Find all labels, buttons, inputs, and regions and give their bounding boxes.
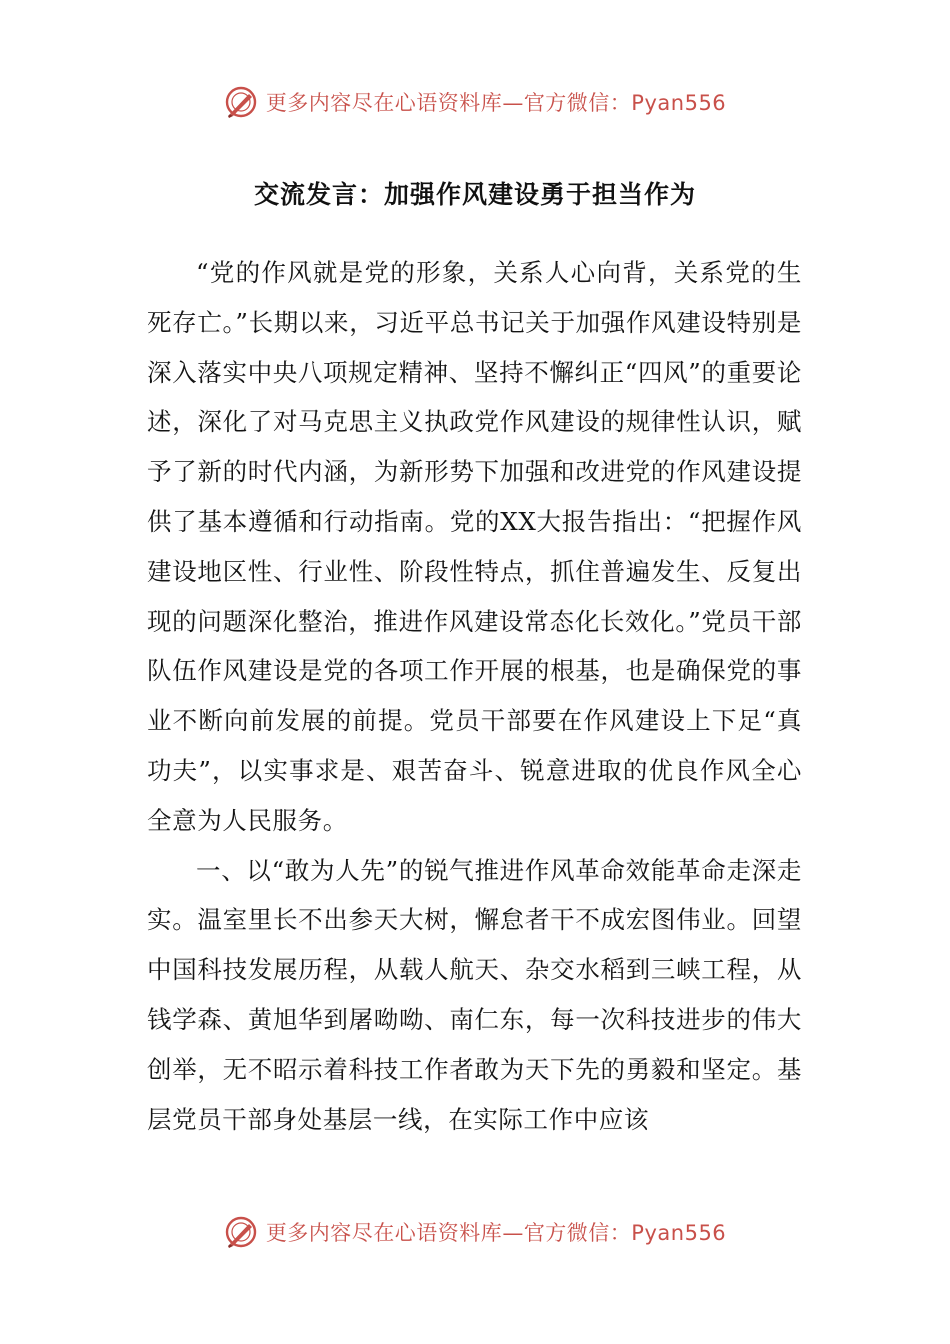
pen-circle-logo-icon [224,85,258,119]
header-banner-text [266,87,726,117]
header-banner [0,82,950,122]
document-body [147,248,802,1144]
pen-circle-logo-icon [224,1215,258,1249]
footer-site-text: 更多内容尽在心语资料库 [265,1221,503,1245]
footer-separator: — [502,1221,524,1245]
header-wechat-text: 官方微信：Pyan556 [523,91,727,115]
footer-banner [0,1212,950,1252]
footer-banner-text [266,1217,726,1247]
footer-wechat-text: 官方微信：Pyan556 [523,1221,727,1245]
document-title: 交流发言：加强作风建设勇于担当作为 [253,180,696,209]
header-site-text: 更多内容尽在心语资料库 [265,91,503,115]
paragraph-section-one: 一、以“敢为人先”的锐气推进作风革命效能革命走深走实。温室里长不出参天大树，懈怠者干不成宏图伟业。回望中国科技发展历程，从载人航天、杂交水稻到三峡工程，从钱学森、黄旭华到屠呦呦、南仁东，每一次科技进步的伟大创举，无不昭示着科技工作者敢为天下先的勇毅和坚定。基层党员干部身处基层一线，在实际工作中应该 [147,855,802,1134]
paragraph-intro: “党的作风就是党的形象，关系人心向背，关系党的生死存亡。”长期以来，习近平总书记关于加强作风建设特别是深入落实中央八项规定精神、坚持不懈纠正“四风”的重要论述，深化了对马克思主义执政党作风建设的规律性认识，赋予了新的时代内涵，为新形势下加强和改进党的作风建设提供了基本遵循和行动指南。党的XX大报告指出：“把握作风建设地区性、行业性、阶段性特点，抓住普遍发生、反复出现的问题深化整治，推进作风建设常态化长效化。”党员干部队伍作风建设是党的各项工作开展的根基，也是确保党的事业不断向前发展的前提。党员干部要在作风建设上下足“真功夫”，以实事求是、艰苦奋斗、锐意进取的优良作风全心全意为人民服务。 [147,258,802,835]
header-separator: — [502,91,524,115]
